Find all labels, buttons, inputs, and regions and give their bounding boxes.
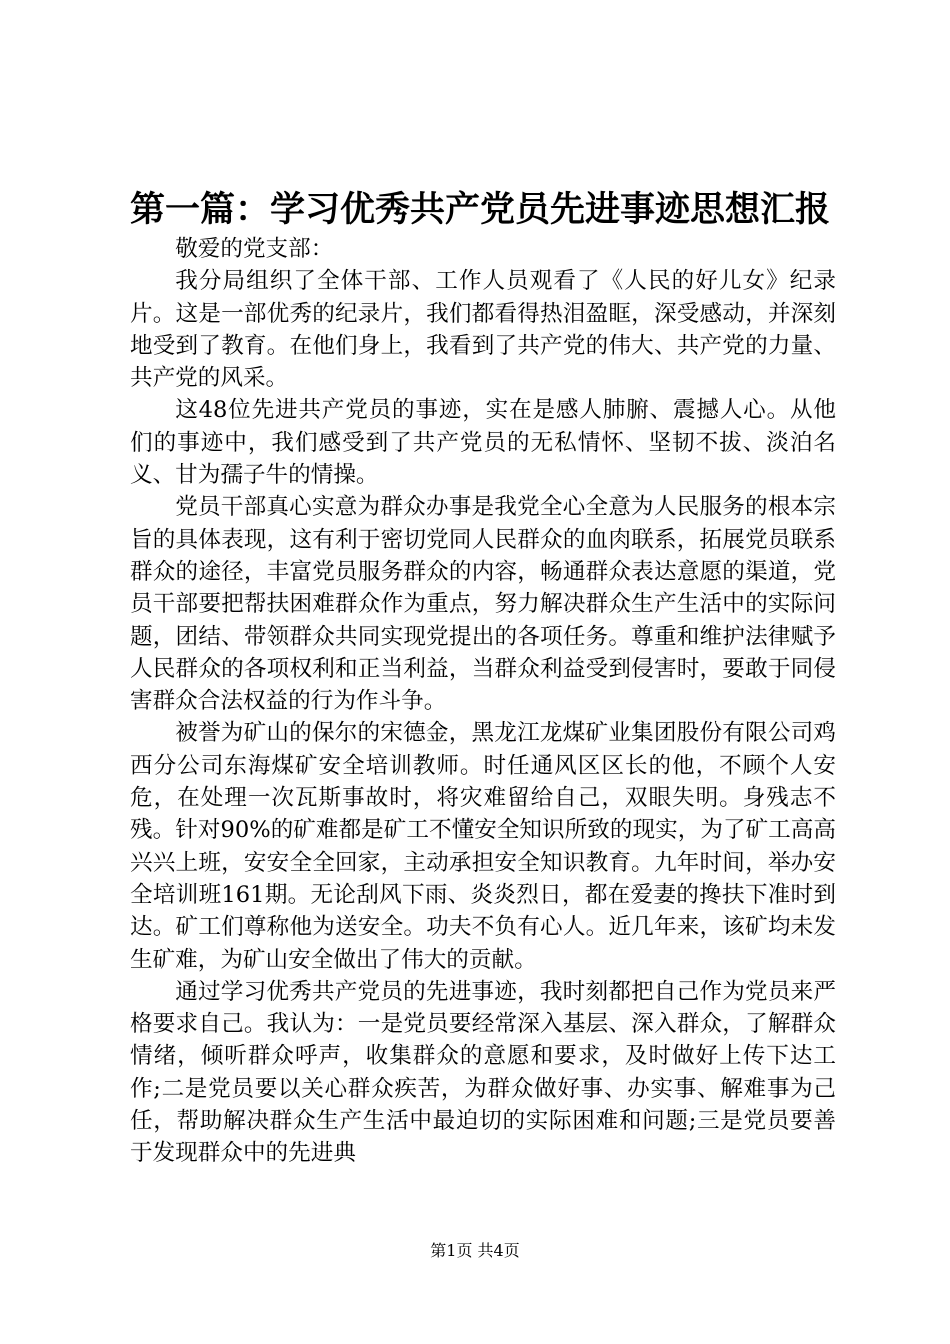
salutation: 敬爱的党支部： [175, 236, 334, 262]
paragraph: 被誉为矿山的保尔的宋德金，黑龙江龙煤矿业集团股份有限公司鸡西分公司东海煤矿安全培训教师。时任通风区区长的他，不顾个人安危，在处理一次瓦斯事故时，将灾难留给自己，双眼失明。身残志不残。针对90%的矿难都是矿工不懂安全知识所致的现实，为了矿工高高兴兴上班，安安全全回家，主动承担安全知识教育。九年时间，举办安全培训班161期。无论刮风下雨、炎炎烈日，都在爱妻的搀扶下准时到达。矿工们尊称他为送安全。功夫不负有心人。近几年来，该矿均未发生矿难，为矿山安全做出了伟大的贡献。 [130, 720, 836, 973]
paragraph: 我分局组织了全体干部、工作人员观看了《人民的好儿女》纪录片。这是一部优秀的纪录片，我们都看得热泪盈眶，深受感动，并深刻地受到了教育。在他们身上，我看到了共产党的伟大、共产党的力量、共产党的风采。 [130, 268, 836, 392]
document-title: 第一篇：学习优秀共产党员先进事迹思想汇报 [130, 189, 831, 230]
paragraph: 通过学习优秀共产党员的先进事迹，我时刻都把自己作为党员来严格要求自己。我认为：一是党员要经常深入基层、深入群众，了解群众情绪，倾听群众呼声，收集群众的意愿和要求，及时做好上传下达工作;二是党员要以关心群众疾苦，为群众做好事、办实事、解难事为己任，帮助解决群众生产生活中最迫切的实际困难和问题;三是党员要善于发现群众中的先进典 [130, 978, 836, 1167]
document-body [130, 233, 836, 1170]
paragraph: 党员干部真心实意为群众办事是我党全心全意为人民服务的根本宗旨的具体表现，这有利于密切党同人民群众的血肉联系，拓展党员联系群众的途径，丰富党员服务群众的内容，畅通群众表达意愿的渠道，党员干部要把帮扶困难群众作为重点，努力解决群众生产生活中的实际问题，团结、带领群众共同实现党提出的各项任务。尊重和维护法律赋予人民群众的各项权利和正当利益，当群众利益受到侵害时，要敢于同侵害群众合法权益的行为作斗争。 [130, 494, 836, 715]
page-footer: 第1页 共4页 [430, 1241, 520, 1260]
paragraph: 这48位先进共产党员的事迹，实在是感人肺腑、震撼人心。从他们的事迹中，我们感受到了共产党员的无私情怀、坚韧不拔、淡泊名义、甘为孺子牛的情操。 [130, 397, 836, 489]
